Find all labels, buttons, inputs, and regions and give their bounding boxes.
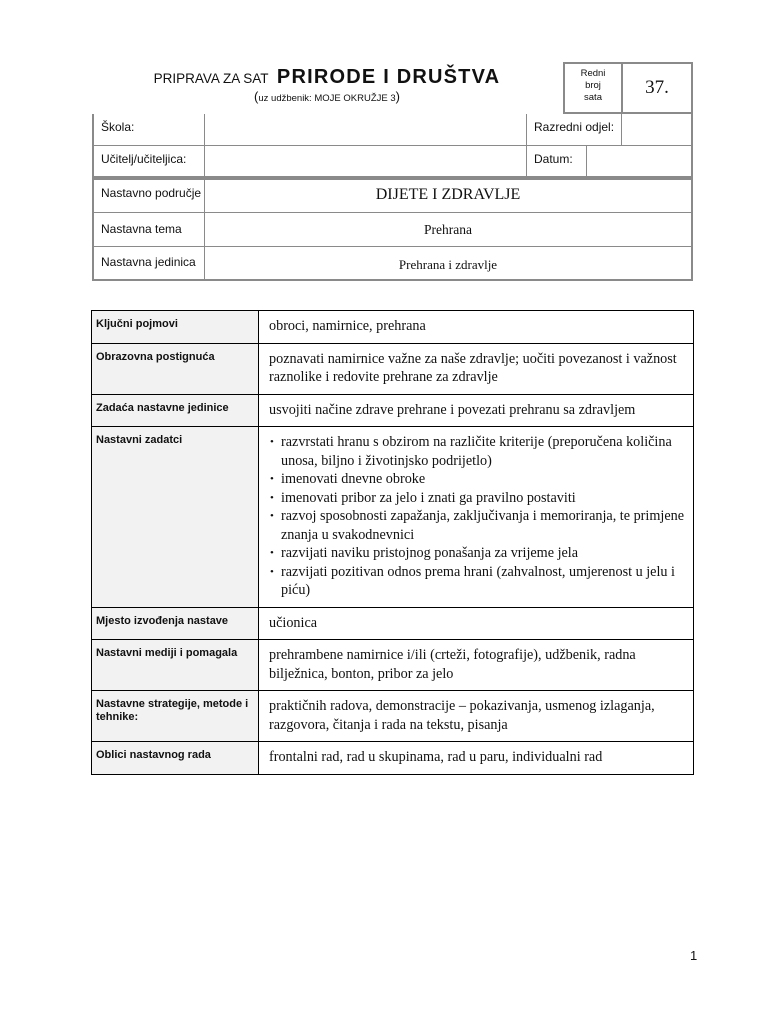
teaching-tasks-label: Nastavni zadatci <box>92 427 259 608</box>
list-item: • razvoj sposobnosti zapažanja, zaključivanja i memoriranja, te primjene znanja u svakodnevnici <box>269 507 685 544</box>
subject-area-row <box>94 180 691 212</box>
unit-task-label: Zadaća nastavne jedinice <box>92 394 259 427</box>
strategies-value: praktičnih radova, demonstracije – pokazivanja, usmenog izlaganja, razgovora, čitanja i rada na tekstu, pisanja <box>259 691 694 742</box>
subject-area-value: DIJETE I ZDRAVLJE <box>204 180 691 212</box>
list-item: • imenovati dnevne obroke <box>269 470 685 489</box>
table-row <box>92 311 694 344</box>
table-row <box>92 394 694 427</box>
teacher-label: Učitelj/učiteljica: <box>101 152 187 166</box>
table-row <box>92 691 694 742</box>
table-row <box>92 640 694 691</box>
teacher-field[interactable] <box>204 146 526 176</box>
school-label: Škola: <box>101 120 135 134</box>
table-row <box>92 607 694 640</box>
key-concepts-value: obroci, namirnice, prehrana <box>259 311 694 344</box>
unit-task-value: usvojiti načine zdrave prehrane i povezati prehranu sa zdravljem <box>259 394 694 427</box>
subject-area-label: Nastavno područje <box>101 186 202 200</box>
topic-label: Nastavna tema <box>101 222 182 236</box>
topic-value: Prehrana <box>204 213 691 246</box>
date-label: Datum: <box>526 146 586 176</box>
location-label: Mjesto izvođenja nastave <box>92 607 259 640</box>
strategies-label: Nastavne strategije, metode i tehnike: <box>92 691 259 742</box>
list-item: • razvrstati hranu s obzirom na različite kriterije (preporučena količina unosa, biljno i životinjsko podrijetlo) <box>269 433 685 470</box>
work-forms-label: Oblici nastavnog rada <box>92 742 259 775</box>
class-label: Razredni odjel: <box>526 114 621 145</box>
textbook-note: (uz udžbenik: MOJE OKRUŽJE 3) <box>254 89 400 104</box>
table-row <box>92 343 694 394</box>
teaching-tasks-value <box>259 427 694 608</box>
list-item: • imenovati pribor za jelo i znati ga pravilno postaviti <box>269 489 685 508</box>
list-item: • razvijati naviku pristojnog ponašanja za vrijeme jela <box>269 544 685 563</box>
title-subject: PRIRODE I DRUŠTVA <box>276 66 501 88</box>
table-row <box>92 427 694 608</box>
topic-table <box>92 178 693 281</box>
lesson-plan-table <box>91 310 694 775</box>
teacher-row <box>94 145 691 176</box>
school-row <box>94 114 691 145</box>
list-item: • razvijati pozitivan odnos prema hrani (zahvalnost, umjerenost u jelu i piću) <box>269 563 685 600</box>
title-prefix: PRIPRAVA ZA SAT <box>153 71 269 86</box>
key-concepts-label: Ključni pojmovi <box>92 311 259 344</box>
unit-row <box>94 246 691 281</box>
unit-label: Nastavna jedinica <box>101 255 196 269</box>
media-label: Nastavni mediji i pomagala <box>92 640 259 691</box>
lesson-number-label: Redni broj sata <box>565 64 623 112</box>
school-field[interactable] <box>204 114 526 145</box>
work-forms-value: frontalni rad, rad u skupinama, rad u paru, individualni rad <box>259 742 694 775</box>
outcomes-label: Obrazovna postignuća <box>92 343 259 394</box>
topic-row <box>94 212 691 246</box>
textbook-name: uz udžbenik: MOJE OKRUŽJE 3 <box>258 93 396 104</box>
school-info-table <box>92 114 693 178</box>
class-field[interactable] <box>621 114 691 145</box>
date-field[interactable] <box>586 146 691 176</box>
teaching-tasks-list <box>269 433 685 600</box>
lesson-number-box <box>563 62 693 114</box>
media-value: prehrambene namirnice i/ili (crteži, fotografije), udžbenik, radna bilježnica, bonton, pribor za jelo <box>259 640 694 691</box>
table-row <box>92 742 694 775</box>
unit-value: Prehrana i zdravlje <box>204 247 691 281</box>
page-number: 1 <box>690 948 698 963</box>
location-value: učionica <box>259 607 694 640</box>
outcomes-value: poznavati namirnice važne za naše zdravlje; uočiti povezanost i važnost raznolike i redovite prehrane za zdravlje <box>259 343 694 394</box>
lesson-number-value: 37. <box>645 77 669 98</box>
lesson-plan-title <box>92 62 562 114</box>
